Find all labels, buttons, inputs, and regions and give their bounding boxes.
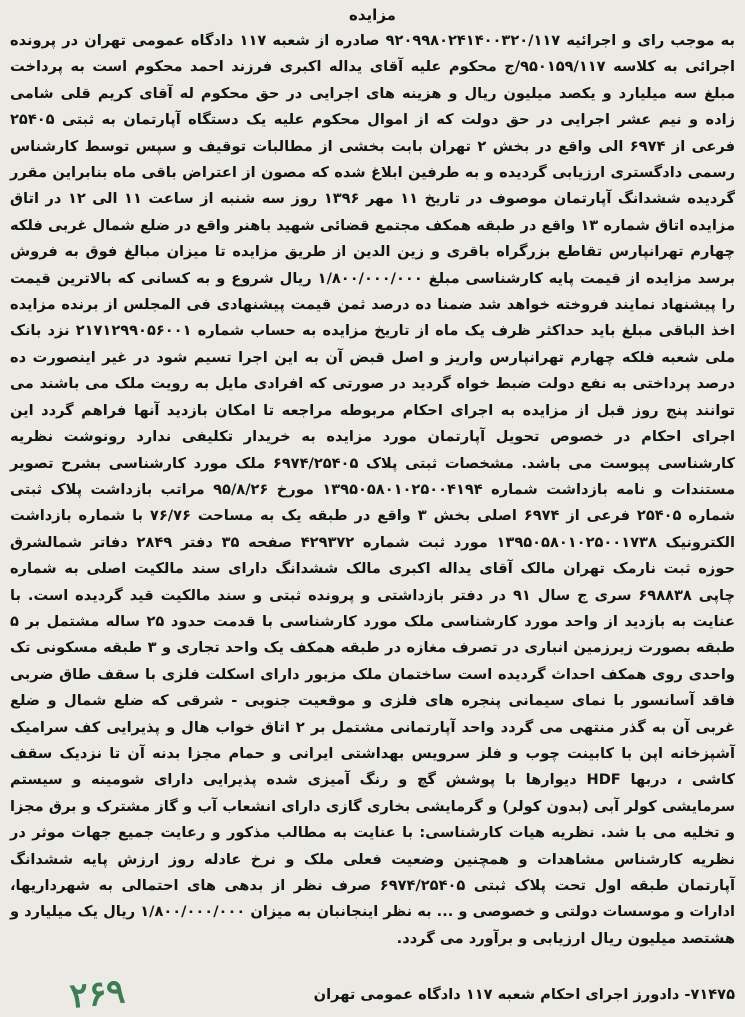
notice-title: مزایده [349, 6, 396, 24]
notice-footer [10, 971, 735, 1017]
handwritten-mark: ۲۶۹ [68, 971, 127, 1017]
notice-body: به موجب رای و اجرائیه ۹۲۰۹۹۸۰۲۴۱۴۰۰۳۲۰/۱۱۷ صادره از شعبه ۱۱۷ دادگاه عمومی تهران در پرونده اجرائی به کلاسه ۹۵۰۱۵۹/۱۱۷/ج محکوم علیه آقای یداله اکبری فرزند احمد محکوم است به پرداخت مبلغ سه میلیارد و یکصد میلیون ریال و هزینه های اجرایی در حق محکوم له آقای کریم قلی شامی زاده و نیم عشر اجرایی در حق دولت که از اموال محکوم علیه یک دستگاه آپارتمان به ثبتی ۲۵۴۰۵ فرعی از ۶۹۷۴ الی واقع در بخش ۲ تهران بابت بخشی از مطالبات توقیف و سپس توسط کارشناس رسمی دادگستری ارزیابی گردیده و به طرفین ابلاغ شده که مصون از اعتراض باقی ماه بنابراین مقرر گردیده ششدانگ آپارتمان موصوف در تاریخ ۱۱ مهر ۱۳۹۶ روز سه شنبه از ساعت ۱۱ الی ۱۲ در اتاق مزایده اتاق شماره ۱۳ واقع در طبقه همکف مجتمع قضائی شهید باهنر واقع در ضلع شمال غربی فلکه چهارم تهرانپارس تقاطع بزرگراه باقری و زین الدین از طریق مزایده تا میزان مبالغ فوق به فروش برسد مزایده از قیمت پایه کارشناسی مبلغ ۱/۸۰۰/۰۰۰/۰۰۰ ریال شروع و به کسانی که بالاترین قیمت را پیشنهاد نمایند فروخته خواهد شد ضمنا ده درصد ثمن قیمت پیشنهادی فی المجلس از برنده مزایده اخذ الباقی مبلغ باید حداکثر ظرف یک ماه از تاریخ مزایده به حساب شماره ۲۱۷۱۲۹۹۰۵۶۰۰۱ نزد بانک ملی شعبه فلکه چهارم تهرانپارس واریز و اصل قبض آن به این اجرا تسیم شود در غیر اینصورت ده درصد پرداختی به نفع دولت ضبط خواه گردید در صورتی که افرادی مایل به رویت ملک می باشند می توانند پنج روز قبل از مزایده به اجرای احکام مربوطه مراجعه تا امکان بازدید آنها فراهم گردد این اجرای احکام در خصوص تحویل آپارتمان مورد مزایده به خریدار تکلیفی ندارد رونوشت نظریه کارشناسی پیوست می باشد. مشخصات ثبتی پلاک ۶۹۷۴/۲۵۴۰۵ ملک مورد کارشناسی بشرح تصویر مستندات و نامه بازداشت شماره ۱۳۹۵۰۵۸۰۱۰۲۵۰۰۴۱۹۴ مورخ ۹۵/۸/۲۶ مراتب بازداشت پلاک ثبتی شماره ۲۵۴۰۵ فرعی از ۶۹۷۴ اصلی بخش ۳ واقع در طبقه یک به مساحت ۷۶/۷۶ با شماره بازداشت الکترونیک ۱۳۹۵۰۵۸۰۱۰۲۵۰۰۱۷۳۸ مورد ثبت شماره ۴۲۹۳۷۲ صفحه ۳۵ دفتر ۲۸۴۹ دفاتر شمالشرق حوزه ثبت نارمک تهران مالک آقای یداله اکبری مالک ششدانگ دارای سند مالکیت اصلی به شماره چاپی ۶۹۸۸۳۸ سری ج سال ۹۱ در دفتر بازداشتی و پرونده ثبتی و سند مالکیت قید گردیده است. با عنایت به بازدید از واحد مورد کارشناسی ملک مورد کارشناسی با قدمت حدود ۲۵ ساله مشتمل بر ۵ طبقه بصورت زیرزمین انباری در تصرف مغازه در طبقه همکف یک واحد تجاری و ۳ طبقه مسکونی تک واحدی روی همکف احداث گردیده است ساختمان ملک مزبور دارای اسکلت فلزی با سقف طاق ضربی فاقد آسانسور با نمای سیمانی پنجره های فلزی و موقعیت جنوبی - شرقی که ضلع شمال و ضلع غربی آن به گذر منتهی می گردد واحد آپارتمانی مشتمل بر ۲ اتاق خواب هال و پذیرایی کف سرامیک آشپزخانه اپن با کابینت چوب و فلز سرویس بهداشتی ایرانی و حمام مجزا بدنه آن تا نزدیک سقف کاشی ، دربها HDF دیوارها با پوشش گچ و رنگ آمیزی شده پذیرایی دارای شومینه و سیستم سرمایشی کولر آبی (بدون کولر) و گرمایشی بخاری گازی دارای انشعاب آب و گاز مشترک و برق مجزا و تخلیه می با شد. نظریه هیات کارشناسی: با عنایت به مطالب مذکور و رعایت جمیع جهات موثر در نظریه کارشناس مشاهدات و همچنین وضعیت فعلی ملک و نرخ عادله روز ارزش پایه ششدانگ آپارتمان طبقه اول تحت پلاک ثبتی ۶۹۷۴/۲۵۴۰۵ صرف نظر از بدهی های احتمالی به شهرداریها، ادارات و موسسات دولتی و خصوصی و ... به نظر اینجانبان به میزان ۱/۸۰۰/۰۰۰/۰۰۰ ریال یک میلیارد و هشتصد میلیون ریال ارزیابی و برآورد می گردد. [10, 32, 736, 947]
signature-line: ۷۱۴۷۵- دادورز اجرای احکام شعبه ۱۱۷ دادگاه عمومی تهران [313, 985, 735, 1003]
